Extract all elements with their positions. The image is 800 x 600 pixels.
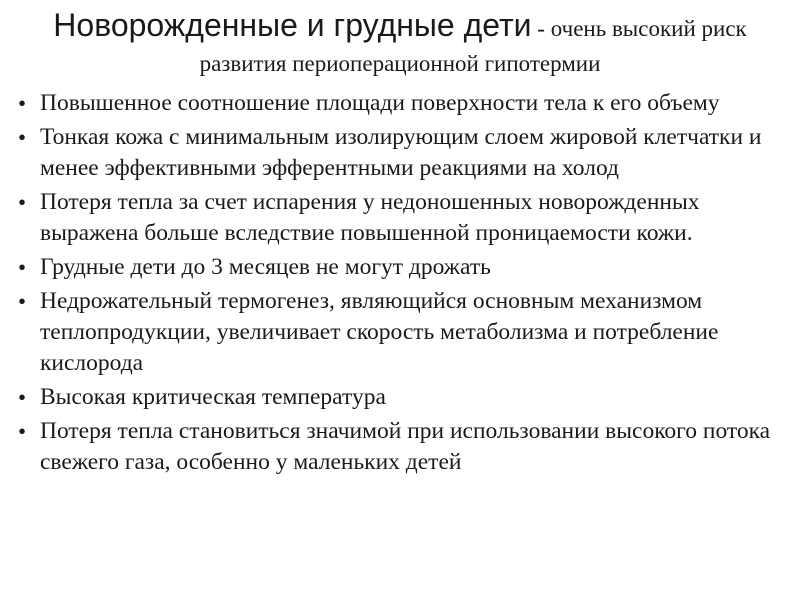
bullet-text: Тонкая кожа с минимальным изолирующим слоем жировой клетчатки и менее эффективными эфферентными реакциями на холод (40, 124, 762, 181)
bullet-text: Грудные дети до 3 месяцев не могут дрожать (40, 254, 491, 280)
bullet-marker: • (18, 190, 27, 215)
bullet-text: Недрожательный термогенез, являющийся основным механизмом теплопродукции, увеличивает скорость метаболизма и потребление кислорода (40, 288, 719, 376)
bullet-marker: • (18, 385, 27, 410)
bullet-item (12, 122, 792, 184)
bullet-marker: • (18, 125, 27, 150)
bullet-item (12, 382, 792, 413)
bullet-item (12, 88, 792, 119)
slide-title (20, 6, 780, 78)
bullet-list (12, 88, 792, 481)
bullet-marker: • (18, 419, 27, 444)
title-subtitle-part-2: развития периоперационной гипотермии (199, 51, 601, 77)
bullet-text: Высокая критическая температура (40, 384, 386, 410)
bullet-item (12, 252, 792, 283)
bullet-item (12, 286, 792, 379)
bullet-marker: • (18, 91, 27, 116)
bullet-marker: • (18, 289, 27, 314)
bullet-item (12, 416, 792, 478)
title-separator: - (531, 16, 551, 41)
bullet-item (12, 187, 792, 249)
bullet-text: Потеря тепла за счет испарения у недоношенных новорожденных выражена больше вследствие повышенной проницаемости кожи. (40, 189, 700, 246)
title-main: Новорожденные и грудные дети (53, 7, 532, 43)
bullet-marker: • (18, 255, 27, 280)
bullet-text: Повышенное соотношение площади поверхности тела к его объему (40, 90, 720, 116)
title-subtitle-part-1: очень высокий риск (550, 16, 747, 41)
bullet-text: Потеря тепла становиться значимой при использовании высокого потока свежего газа, особенно у маленьких детей (40, 418, 771, 475)
